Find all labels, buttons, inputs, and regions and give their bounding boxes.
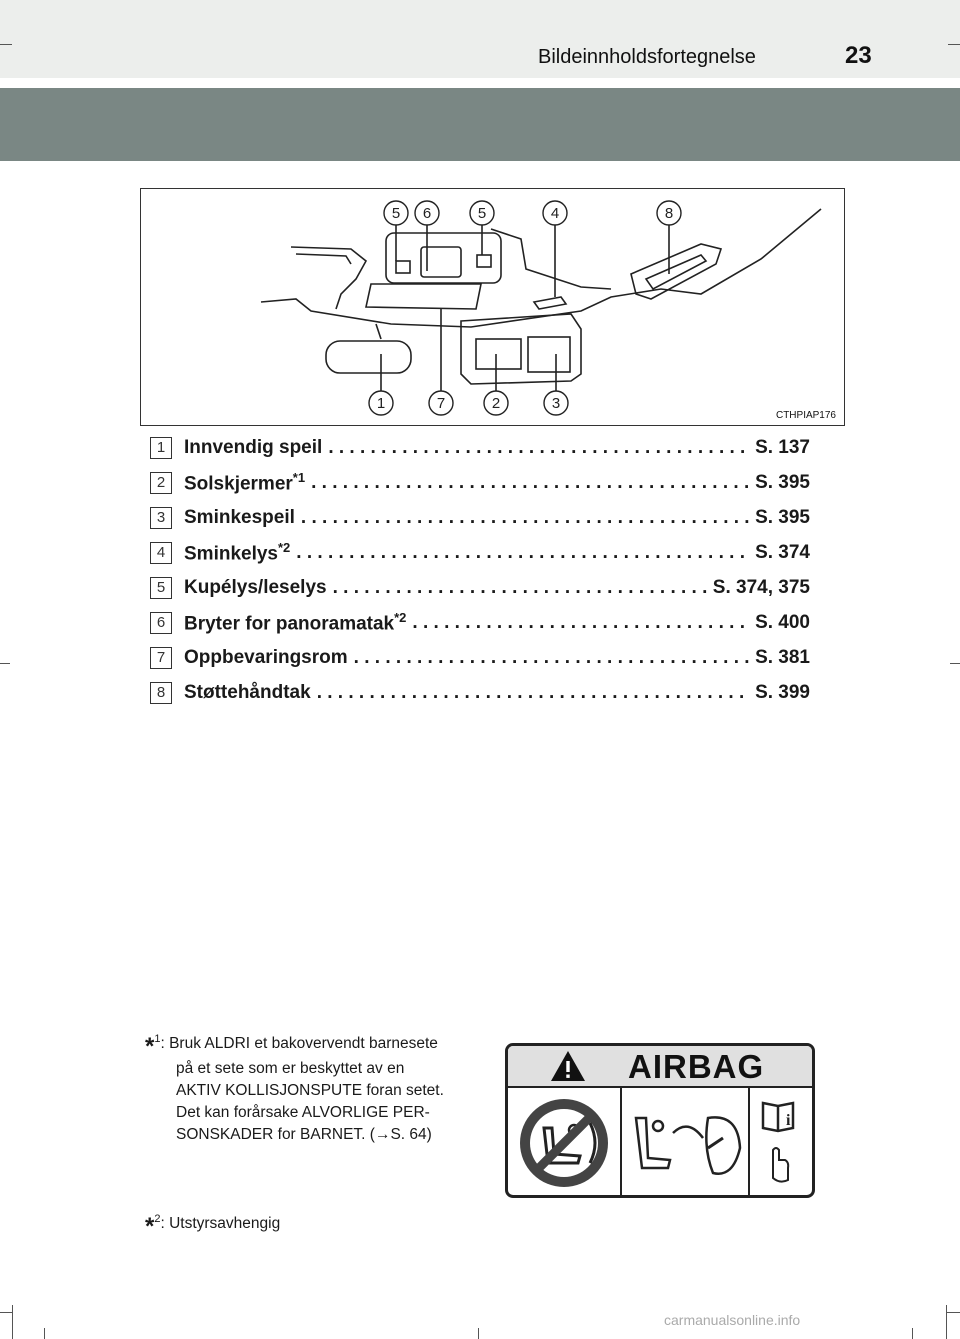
callout-top-1: 5 <box>391 205 401 222</box>
item-number: 3 <box>150 507 172 529</box>
footnote-2 <box>145 1208 281 1241</box>
footnote-number: 2 <box>154 1213 161 1225</box>
callout-top-3: 5 <box>477 205 487 222</box>
item-label: Bryter for panoramatak$^{*2}$ <box>184 609 407 635</box>
page-reference-link[interactable]: S. 381 <box>755 646 810 668</box>
footnote-reference: *2 <box>394 609 407 625</box>
pointing-hand-icon <box>773 1148 788 1182</box>
list-item <box>150 430 810 465</box>
watermark: carmanualsonline.info <box>664 1312 801 1328</box>
dot-leader <box>311 472 749 494</box>
footnote-mark: * <box>145 1033 155 1061</box>
page-number: 23 <box>845 42 872 69</box>
page-reference-link[interactable]: S. 399 <box>755 681 810 703</box>
footnote-line: SONSKADER for BARNET. (→S. 64) <box>176 1126 432 1144</box>
crop-mark <box>0 1312 12 1313</box>
footnote-line: på et sete som er beskyttet av en <box>176 1060 405 1078</box>
list-item <box>150 535 810 570</box>
header-bar <box>0 0 960 78</box>
overhead-console-illustration <box>140 188 845 426</box>
page-reference-link[interactable]: S. 395 <box>755 506 810 528</box>
page-reference-link[interactable]: S. 395 <box>755 471 810 493</box>
footnote-line: Det kan forårsake ALVORLIGE PER- <box>176 1104 430 1122</box>
item-label: Innvendig speil <box>184 436 323 458</box>
dot-leader <box>301 507 749 529</box>
dot-leader <box>328 437 749 459</box>
item-label: Oppbevaringsrom <box>184 646 348 668</box>
dot-leader <box>317 682 749 704</box>
airbag-label-header <box>508 1046 812 1088</box>
footnote-text: : Utstyrsavhengig <box>160 1215 281 1233</box>
footnote-line: AKTIV KOLLISJONSPUTE foran setet. <box>176 1082 444 1100</box>
airbag-pictograms <box>508 1088 812 1198</box>
crop-mark <box>44 1328 45 1339</box>
item-number: 5 <box>150 577 172 599</box>
dot-leader <box>333 577 707 599</box>
interior-ceiling-drawing <box>141 189 844 425</box>
list-item <box>150 570 810 605</box>
list-item <box>150 500 810 535</box>
section-band <box>0 88 960 161</box>
info-i-icon: i <box>786 1112 791 1129</box>
callout-bottom-4: 3 <box>551 395 561 412</box>
page-reference-link[interactable]: S. 400 <box>755 611 810 633</box>
header-title: Bildeinnholdsfortegnelse <box>538 46 756 68</box>
airbag-warning-label <box>505 1043 815 1198</box>
component-list <box>150 430 810 710</box>
callout-top-4: 4 <box>550 205 560 222</box>
crop-mark <box>12 1305 13 1339</box>
crop-mark <box>912 1328 913 1339</box>
dot-leader <box>296 542 749 564</box>
item-number: 2 <box>150 472 172 494</box>
dot-leader <box>354 647 749 669</box>
callout-top-2: 6 <box>422 205 432 222</box>
list-item <box>150 465 810 500</box>
item-number: 8 <box>150 682 172 704</box>
footnote-mark: * <box>145 1213 155 1241</box>
footnote-1: *$^1$: Bruk ALDRI et bakovervendt barnesete på et sete som er beskyttet av en AKTIV KOLLISJONSPUTE foran setet. Det kan forårsake ALVORLIGE PER- SONSKADER for BARNET. (→S. 64) <box>145 1028 444 1146</box>
seat-airbag-icon <box>636 1117 740 1173</box>
crop-mark <box>946 1312 960 1313</box>
dot-leader <box>412 612 749 634</box>
item-number: 4 <box>150 542 172 564</box>
footnote-line: Bruk ALDRI et bakovervendt barnesete <box>169 1035 438 1053</box>
item-number: 6 <box>150 612 172 634</box>
item-number: 7 <box>150 647 172 669</box>
no-child-seat-icon <box>520 1099 608 1187</box>
callout-bottom-2: 7 <box>436 395 446 412</box>
footnote-reference: *1 <box>292 469 306 485</box>
item-label: Sminkespeil <box>184 506 295 528</box>
airbag-title: AIRBAG <box>628 1048 765 1085</box>
crop-mark <box>948 44 960 45</box>
item-number: 1 <box>150 437 172 459</box>
item-label: Støttehåndtak <box>184 681 311 703</box>
item-label: Kupélys/leselys <box>184 576 327 598</box>
list-item <box>150 605 810 640</box>
item-label: Sminkelys$^{*2}$ <box>184 539 291 565</box>
callout-bottom-1: 1 <box>376 395 386 412</box>
crop-mark <box>478 1328 479 1339</box>
list-item <box>150 640 810 675</box>
footnote-number: 1 <box>154 1033 161 1045</box>
illustration-code: CTHPIAP176 <box>775 410 836 421</box>
item-label: Solskjermer$^{*1}$ <box>184 469 306 495</box>
footnote-reference: *2 <box>278 539 291 555</box>
list-item <box>150 675 810 710</box>
crop-mark <box>0 663 10 664</box>
callout-bottom-3: 2 <box>491 395 501 412</box>
page-reference-link[interactable]: S. 374 <box>755 541 810 563</box>
crop-mark <box>946 1305 947 1339</box>
crop-mark <box>0 44 12 45</box>
warning-triangle-icon <box>548 1048 588 1084</box>
page-reference-link[interactable]: S. 137 <box>755 436 810 458</box>
page-reference-link[interactable]: S. 374, 375 <box>712 576 810 598</box>
callout-top-5: 8 <box>664 205 674 222</box>
crop-mark <box>950 663 960 664</box>
